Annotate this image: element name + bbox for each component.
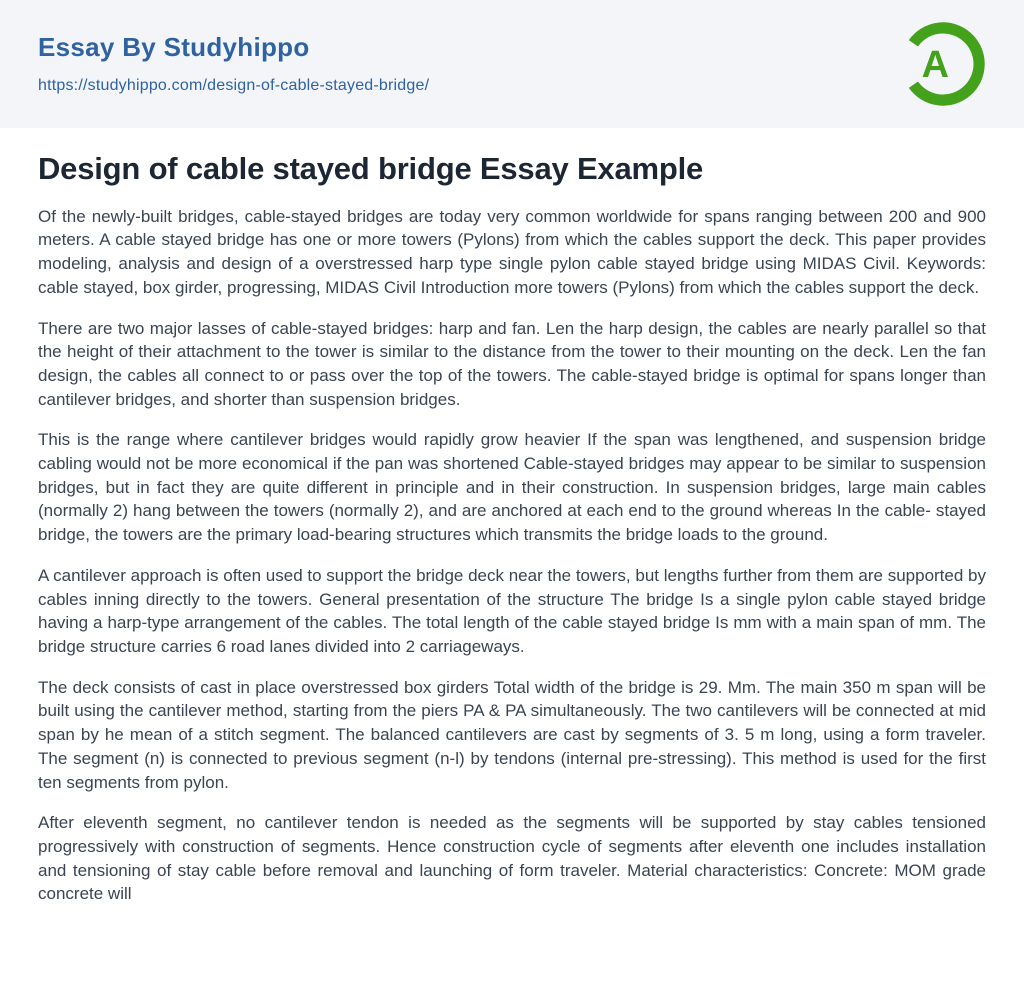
- essay-paragraph-5: The deck consists of cast in place overstressed box girders Total width of the bridge is 29. Mm. The main 350 m span will be built using the cantilever method, starting from the piers PA & PA simultaneously. The two cantilevers will be connected at mid span by he mean of a stitch segment. The balanced cantilevers are cast by segments of 3. 5 m long, using a form traveler. The segment (n) is connected to previous segment (n-l) by tendons (internal pre-stressing). This method is used for the first ten segments from pylon.: [38, 677, 986, 792]
- essay-url-link[interactable]: https://studyhippo.com/design-of-cable-stayed-bridge/: [38, 76, 430, 94]
- site-title: Essay By Studyhippo: [38, 32, 310, 63]
- header-text-block: [38, 33, 429, 95]
- essay-title: Design of cable stayed bridge Essay Example: [38, 151, 704, 186]
- essay-paragraph-6: After eleventh segment, no cantilever tendon is needed as the segments will be supported by stay cables tensioned progressively with construction of segments. Hence construction cycle of segments after eleventh one includes installation and tensioning of stay cable before removal and launching of form traveler. Material characteristics: Concrete: MOM grade concrete will: [38, 813, 986, 904]
- site-header: [0, 0, 1024, 128]
- studyhippo-logo-icon: [900, 17, 986, 111]
- essay-paragraph-3: This is the range where cantilever bridges would rapidly grow heavier If the span was lengthened, and suspension bridge cabling would not be more economical if the pan was shortened Cable-stayed bridges may appear to be similar to suspension bridges, but in fact they are quite different in principle and in their construction. In suspension bridges, large main cables (normally 2) hang between the towers (normally 2), and are anchored at each end to the ground whereas In the cable- stayed bridge, the towers are the primary load-bearing structures which transmits the bridge loads to the ground.: [38, 430, 986, 545]
- essay-paragraph-1: Of the newly-built bridges, cable-stayed bridges are today very common worldwide for spans ranging between 200 and 900 meters. A cable stayed bridge has one or more towers (Pylons) from which the cables support the deck. This paper provides modeling, analysis and design of a overstressed harp type single pylon cable stayed bridge using MIDAS Civil. Keywords: cable stayed, box girder, progressing, MIDAS Civil Introduction more towers (Pylons) from which the cables support the deck.: [38, 206, 986, 297]
- essay-content: [0, 128, 1024, 953]
- essay-paragraph-2: There are two major lasses of cable-stayed bridges: harp and fan. Len the harp design, the cables are nearly parallel so that the height of their attachment to the tower is similar to the distance from the tower to their mounting on the deck. Len the fan design, the cables all connect to or pass over the top of the towers. The cable-stayed bridge is optimal for spans longer than cantilever bridges, and shorter than suspension bridges.: [38, 318, 986, 409]
- logo-letter: A: [921, 43, 949, 86]
- essay-paragraph-4: A cantilever approach is often used to support the bridge deck near the towers, but lengths further from them are supported by cables inning directly to the towers. General presentation of the structure The bridge Is a single pylon cable stayed bridge having a harp-type arrangement of the cables. The total length of the cable stayed bridge Is mm with a main span of mm. The bridge structure carries 6 road lanes divided into 2 carriageways.: [38, 565, 986, 656]
